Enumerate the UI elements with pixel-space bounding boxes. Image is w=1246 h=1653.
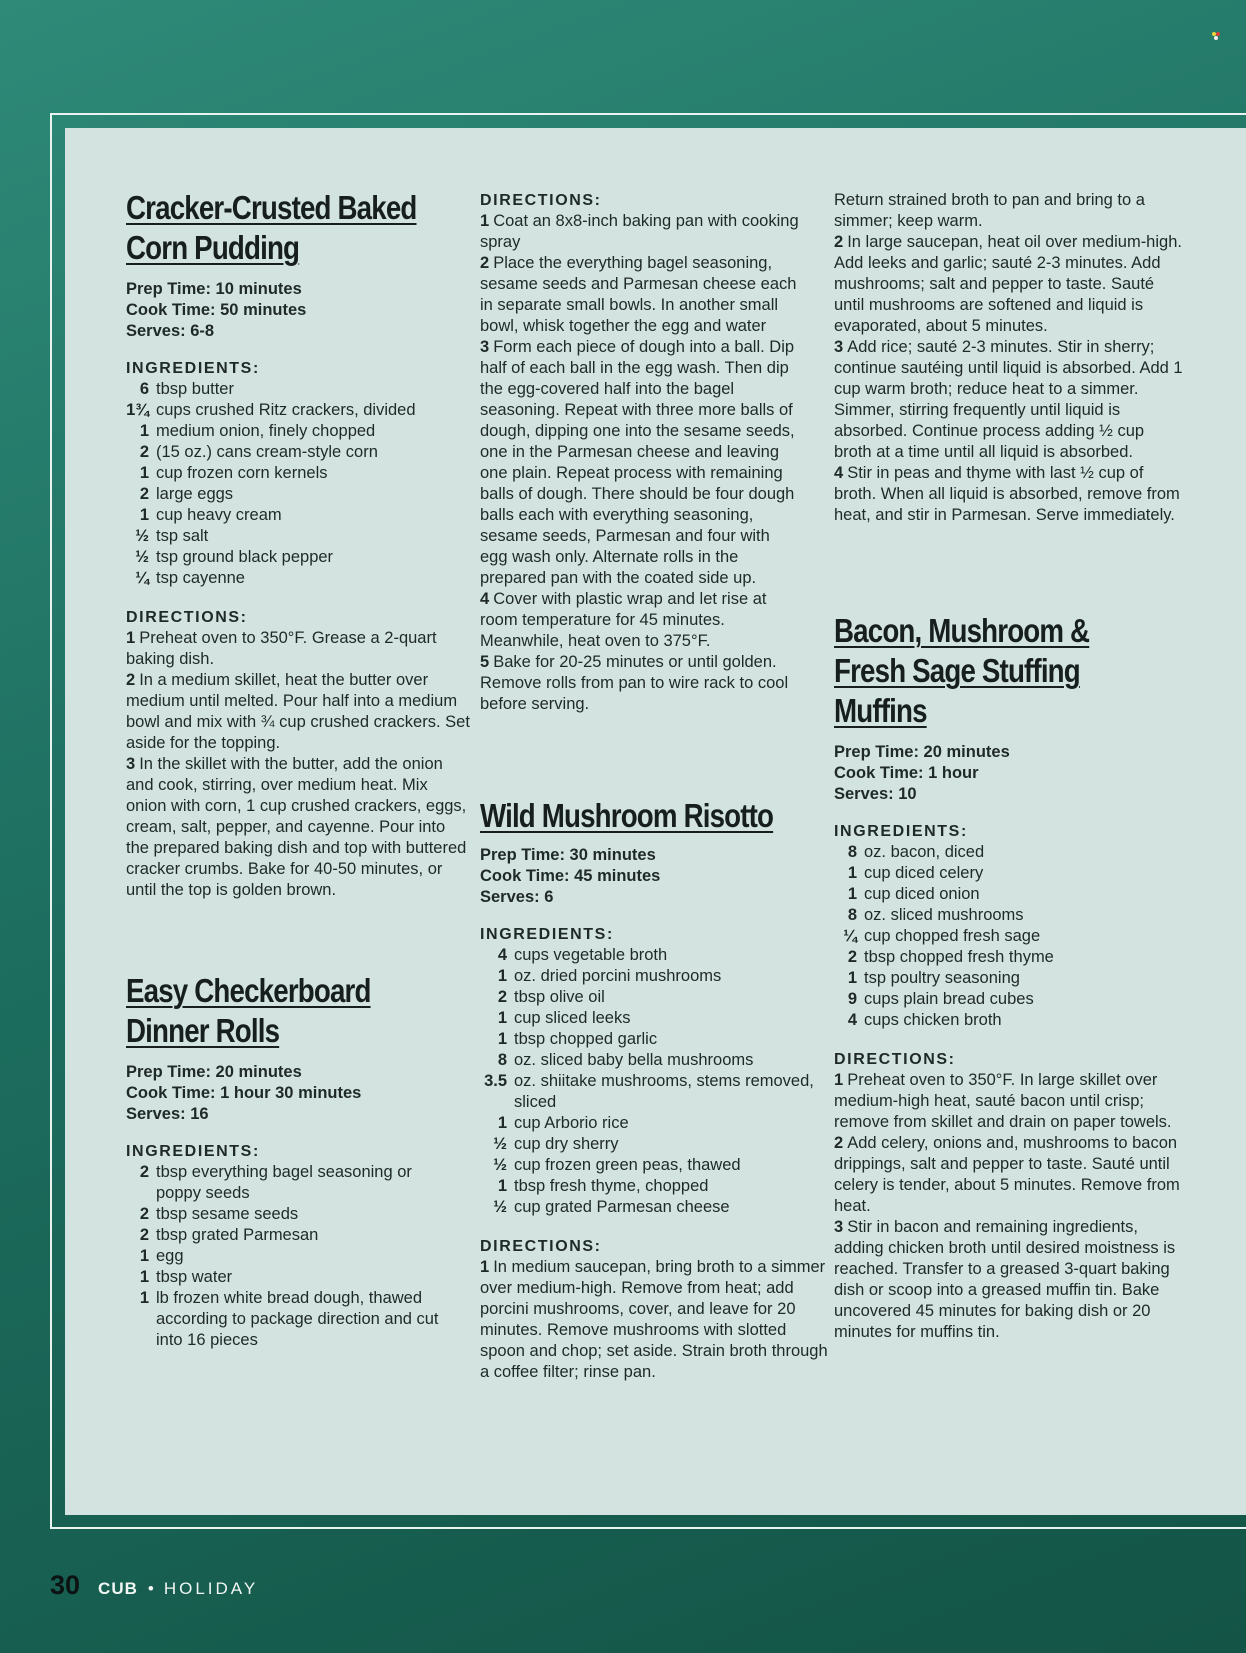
ingredient-quantity: 1 <box>139 1289 149 1307</box>
ingredient-quantity: 8 <box>847 843 857 861</box>
ingredient-text: cups vegetable broth <box>514 946 668 964</box>
ingredient-quantity: 1¾ <box>126 401 149 419</box>
direction-step <box>126 628 472 670</box>
step-text: In a medium skillet, heat the butter over medium until melted. Pour half into a medium bowl and mix with ¾ cup crushed crackers. Set aside for the topping. <box>126 671 470 752</box>
ingredient-item <box>480 1050 829 1071</box>
step-text: Cover with plastic wrap and let rise at room temperature for 45 minutes. Meanwhile, heat oven to 375°F. <box>480 590 767 650</box>
direction-step-continued: Return strained broth to pan and bring to a simmer; keep warm. <box>834 191 1145 230</box>
serves: Serves: 16 <box>126 1105 209 1123</box>
recipe-risotto <box>480 796 829 1383</box>
ingredient-item <box>126 463 472 484</box>
step-text: Coat an 8x8-inch baking pan with cooking spray <box>480 212 799 251</box>
ingredient-list <box>126 379 472 589</box>
ingredient-item <box>126 484 472 505</box>
ingredient-quantity: ¼ <box>135 569 149 587</box>
ingredient-quantity: 2 <box>139 485 149 503</box>
step-number: 2 <box>126 671 136 689</box>
recipe-title: Corn Pudding <box>126 229 300 266</box>
step-number: 2 <box>834 233 844 251</box>
magazine-brand: CUB <box>98 1579 138 1598</box>
step-number: 1 <box>480 1258 490 1276</box>
step-number: 3 <box>834 1218 844 1236</box>
direction-step <box>480 1257 829 1383</box>
ingredient-quantity: 9 <box>847 990 857 1008</box>
ingredient-text: oz. sliced mushrooms <box>864 906 1024 924</box>
ingredient-item <box>480 1176 829 1197</box>
ingredient-quantity: 2 <box>139 443 149 461</box>
ingredient-quantity: 6 <box>139 380 149 398</box>
ingredient-item <box>834 968 1184 989</box>
step-text: Bake for 20-25 minutes or until golden. Remove rolls from pan to wire rack to cool before serving. <box>480 653 789 713</box>
recipe-corn-pudding <box>126 188 472 901</box>
prep-time: Prep Time: 30 minutes <box>480 846 656 864</box>
prep-time: Prep Time: 10 minutes <box>126 280 302 298</box>
direction-step <box>480 652 800 715</box>
step-number: 2 <box>480 254 490 272</box>
directions-list <box>480 211 800 715</box>
ingredient-list <box>834 842 1184 1031</box>
ingredient-item <box>480 945 829 966</box>
ingredient-item <box>480 1029 829 1050</box>
ingredient-text: (15 oz.) cans cream-style corn <box>156 443 378 461</box>
ingredient-item <box>834 863 1184 884</box>
ingredient-quantity: 1 <box>139 1268 149 1286</box>
serves: Serves: 6-8 <box>126 322 215 340</box>
ingredient-text: cup frozen green peas, thawed <box>514 1156 741 1174</box>
corner-mark-icon <box>1211 31 1221 41</box>
step-number: 4 <box>480 590 490 608</box>
ingredient-item <box>126 1204 446 1225</box>
ingredient-text: oz. shiitake mushrooms, stems removed, sliced <box>514 1072 814 1111</box>
ingredient-text: tbsp chopped garlic <box>514 1030 658 1048</box>
step-number: 3 <box>126 755 136 773</box>
step-number: 2 <box>834 1134 844 1152</box>
ingredient-text: medium onion, finely chopped <box>156 422 376 440</box>
ingredient-quantity: 1 <box>497 1177 507 1195</box>
recipe-stuffing-muffins <box>834 611 1184 1343</box>
step-text: In the skillet with the butter, add the onion and cook, stirring, over medium heat. Mix onion with corn, 1 cup crushed crackers, eggs, cream, salt, pepper, and cayenne. Pour into the prepared baking dish and top with buttered cracker crumbs. Bake for 40-50 minutes, or until the top is golden brown. <box>126 755 467 899</box>
ingredient-text: cup Arborio rice <box>514 1114 629 1132</box>
ingredient-text: cups chicken broth <box>864 1011 1002 1029</box>
ingredient-text: cup dry sherry <box>514 1135 619 1153</box>
ingredient-item <box>834 989 1184 1010</box>
direction-step <box>126 754 472 901</box>
recipe-title: Cracker-Crusted Baked <box>126 189 417 226</box>
step-number: 3 <box>834 338 844 356</box>
ingredient-item <box>126 526 472 547</box>
ingredient-quantity: 3.5 <box>484 1072 507 1090</box>
step-number: 1 <box>834 1071 844 1089</box>
step-text: In medium saucepan, bring broth to a simmer over medium-high. Remove from heat; add porcini mushrooms, cover, and leave for 20 minutes. Remove mushrooms with slotted spoon and chop; set aside. Strain broth through a coffee filter; rinse pan. <box>480 1258 828 1381</box>
ingredient-quantity: 2 <box>847 948 857 966</box>
ingredient-item <box>834 884 1184 905</box>
directions-heading: DIRECTIONS: <box>480 192 602 209</box>
ingredient-quantity: 1 <box>847 885 857 903</box>
recipe-title: Easy Checkerboard <box>126 972 371 1009</box>
ingredient-item <box>480 1197 829 1218</box>
ingredient-quantity: 8 <box>847 906 857 924</box>
ingredient-quantity: 1 <box>497 1009 507 1027</box>
recipe-dinner-rolls <box>126 971 446 1351</box>
ingredient-item <box>126 400 472 421</box>
ingredient-item <box>126 1246 446 1267</box>
step-number: 5 <box>480 653 490 671</box>
ingredient-item <box>126 1225 446 1246</box>
ingredient-text: tbsp water <box>156 1268 233 1286</box>
page-number: 30 <box>50 1570 81 1600</box>
dinner-rolls-directions <box>480 190 800 715</box>
directions-heading: DIRECTIONS: <box>834 1051 956 1068</box>
ingredient-quantity: 1 <box>497 1030 507 1048</box>
magazine-section: HOLIDAY <box>163 1579 259 1598</box>
ingredient-text: oz. sliced baby bella mushrooms <box>514 1051 754 1069</box>
ingredient-item <box>126 442 472 463</box>
ingredient-text: tbsp everything bagel seasoning or poppy seeds <box>156 1163 412 1202</box>
ingredient-quantity: ½ <box>493 1135 507 1153</box>
ingredient-quantity: ½ <box>135 548 149 566</box>
ingredient-item <box>834 905 1184 926</box>
directions-list <box>834 190 1184 232</box>
ingredient-quantity: 4 <box>847 1011 857 1029</box>
step-text: Stir in peas and thyme with last ½ cup of broth. When all liquid is absorbed, remove from heat, and stir in Parmesan. Serve immediately. <box>834 464 1180 524</box>
ingredients-heading: INGREDIENTS: <box>126 1143 260 1160</box>
ingredient-text: tbsp olive oil <box>514 988 605 1006</box>
direction-step <box>834 463 1184 526</box>
step-text: Form each piece of dough into a ball. Dip half of each ball in the egg wash. Then dip the egg-covered half into the bagel seasoning. Repeat with three more balls of dough, dipping one into the sesame seeds, one in the Parmesan cheese and leaving one plain. Repeat process with remaining balls of dough. There should be four dough balls each with everything seasoning, sesame seeds, Parmesan and four with egg wash only. Alternate rolls in the prepared pan with the coated side up. <box>480 338 795 587</box>
ingredient-item <box>480 1113 829 1134</box>
ingredients-heading: INGREDIENTS: <box>126 360 260 377</box>
recipe-title: Bacon, Mushroom & <box>834 612 1090 649</box>
directions-heading: DIRECTIONS: <box>480 1238 602 1255</box>
cook-time: Cook Time: 50 minutes <box>126 301 307 319</box>
direction-step <box>834 337 1184 463</box>
ingredient-item <box>126 379 472 400</box>
step-text: Add celery, onions and, mushrooms to bacon drippings, salt and pepper to taste. Sauté until celery is tender, about 5 minutes. Remove from heat. <box>834 1134 1180 1215</box>
direction-step <box>834 1133 1184 1217</box>
ingredient-text: cup diced celery <box>864 864 984 882</box>
ingredient-item <box>480 966 829 987</box>
recipe-panel <box>65 128 1246 1515</box>
direction-step <box>834 1217 1184 1343</box>
direction-step <box>834 232 1184 337</box>
ingredients-heading: INGREDIENTS: <box>834 823 968 840</box>
ingredient-item <box>126 1162 446 1204</box>
ingredient-text: cups plain bread cubes <box>864 990 1034 1008</box>
ingredient-item <box>126 421 472 442</box>
step-number: 1 <box>480 212 490 230</box>
ingredient-text: tsp ground black pepper <box>156 548 334 566</box>
ingredient-list <box>126 1162 446 1351</box>
ingredient-quantity: 2 <box>139 1205 149 1223</box>
step-text: Add rice; sauté 2-3 minutes. Stir in sherry; continue sautéing until liquid is absorbed. Add 1 cup warm broth; reduce heat to a simmer. Simmer, stirring frequently until liquid is absorbed. Continue process adding ½ cup broth at a time until all liquid is absorbed. <box>834 338 1183 461</box>
ingredient-quantity: 1 <box>847 969 857 987</box>
recipe-meta <box>480 845 829 908</box>
ingredient-text: cup diced onion <box>864 885 980 903</box>
direction-step <box>480 211 800 253</box>
ingredient-text: tbsp butter <box>156 380 234 398</box>
ingredient-text: tbsp chopped fresh thyme <box>864 948 1054 966</box>
ingredient-quantity: ½ <box>135 527 149 545</box>
recipe-meta <box>834 742 1184 805</box>
ingredient-text: oz. dried porcini mushrooms <box>514 967 722 985</box>
directions-list <box>834 232 1184 526</box>
ingredient-item <box>480 1155 829 1176</box>
ingredient-text: cup sliced leeks <box>514 1009 631 1027</box>
ingredient-text: cup frozen corn kernels <box>156 464 328 482</box>
ingredient-item <box>834 947 1184 968</box>
recipe-title: Muffins <box>834 692 927 729</box>
risotto-directions-continued <box>834 190 1184 526</box>
ingredient-quantity: 1 <box>139 506 149 524</box>
ingredient-text: tbsp grated Parmesan <box>156 1226 319 1244</box>
ingredient-quantity: 1 <box>139 422 149 440</box>
ingredient-text: tbsp sesame seeds <box>156 1205 299 1223</box>
ingredient-quantity: 2 <box>139 1226 149 1244</box>
directions-list <box>480 1257 829 1383</box>
ingredient-item <box>834 1010 1184 1031</box>
direction-step <box>126 670 472 754</box>
ingredient-text: tbsp fresh thyme, chopped <box>514 1177 709 1195</box>
footer-separator: • <box>147 1579 154 1598</box>
ingredient-quantity: 1 <box>847 864 857 882</box>
prep-time: Prep Time: 20 minutes <box>126 1063 302 1081</box>
ingredient-text: lb frozen white bread dough, thawed according to package direction and cut into 16 pieces <box>156 1289 439 1349</box>
step-number: 1 <box>126 629 136 647</box>
ingredient-item <box>480 1134 829 1155</box>
ingredient-list <box>480 945 829 1218</box>
ingredient-text: tsp salt <box>156 527 209 545</box>
serves: Serves: 10 <box>834 785 917 803</box>
ingredient-item <box>480 1071 829 1113</box>
prep-time: Prep Time: 20 minutes <box>834 743 1010 761</box>
serves: Serves: 6 <box>480 888 554 906</box>
recipe-title: Dinner Rolls <box>126 1012 280 1049</box>
recipe-title: Wild Mushroom Risotto <box>480 797 774 834</box>
ingredient-item <box>834 842 1184 863</box>
ingredient-item <box>126 547 472 568</box>
ingredient-item <box>126 568 472 589</box>
ingredient-text: egg <box>156 1247 184 1265</box>
step-text: In large saucepan, heat oil over medium-high. Add leeks and garlic; sauté 2-3 minutes. Add mushrooms; salt and pepper to taste. Sauté until mushrooms are softened and liquid is evaporated, about 5 minutes. <box>834 233 1182 335</box>
directions-list <box>126 628 472 901</box>
cook-time: Cook Time: 45 minutes <box>480 867 661 885</box>
ingredient-item <box>126 1267 446 1288</box>
ingredient-quantity: ¼ <box>843 927 857 945</box>
ingredient-text: cup grated Parmesan cheese <box>514 1198 730 1216</box>
ingredient-quantity: 1 <box>497 1114 507 1132</box>
ingredient-text: large eggs <box>156 485 234 503</box>
ingredient-text: cups crushed Ritz crackers, divided <box>156 401 416 419</box>
step-number: 3 <box>480 338 490 356</box>
ingredient-item <box>480 1008 829 1029</box>
ingredient-text: tsp poultry seasoning <box>864 969 1020 987</box>
ingredient-quantity: 2 <box>139 1163 149 1181</box>
direction-step <box>480 589 800 652</box>
step-text: Preheat oven to 350°F. Grease a 2-quart baking dish. <box>126 629 437 668</box>
ingredient-quantity: ½ <box>493 1156 507 1174</box>
step-number: 4 <box>834 464 844 482</box>
ingredient-quantity: 1 <box>139 1247 149 1265</box>
ingredient-quantity: 4 <box>497 946 507 964</box>
ingredient-quantity: 2 <box>497 988 507 1006</box>
step-text: Stir in bacon and remaining ingredients, adding chicken broth until desired moistness is reached. Transfer to a greased 3-quart baking dish or scoop into a greased muffin tin. Bake uncovered 45 minutes for baking dish or 20 minutes for muffins tin. <box>834 1218 1176 1341</box>
directions-heading: DIRECTIONS: <box>126 609 248 626</box>
ingredient-text: tsp cayenne <box>156 569 245 587</box>
ingredient-text: cup heavy cream <box>156 506 282 524</box>
recipe-meta <box>126 279 472 342</box>
ingredient-item <box>126 1288 446 1351</box>
ingredient-item <box>480 987 829 1008</box>
page-footer <box>50 1570 258 1601</box>
ingredient-item <box>126 505 472 526</box>
directions-list <box>834 1070 1184 1343</box>
ingredients-heading: INGREDIENTS: <box>480 926 614 943</box>
direction-step <box>480 253 800 337</box>
recipe-meta <box>126 1062 446 1125</box>
direction-step <box>834 1070 1184 1133</box>
direction-step <box>480 337 800 589</box>
ingredient-item <box>834 926 1184 947</box>
cook-time: Cook Time: 1 hour 30 minutes <box>126 1084 362 1102</box>
step-text: Preheat oven to 350°F. In large skillet over medium-high heat, sauté bacon until crisp; remove from skillet and drain on paper towels. <box>834 1071 1172 1131</box>
ingredient-quantity: 1 <box>497 967 507 985</box>
step-text: Place the everything bagel seasoning, sesame seeds and Parmesan cheese each in separate small bowls. In another small bowl, whisk together the egg and water <box>480 254 797 335</box>
ingredient-text: oz. bacon, diced <box>864 843 985 861</box>
ingredient-text: cup chopped fresh sage <box>864 927 1041 945</box>
cook-time: Cook Time: 1 hour <box>834 764 979 782</box>
ingredient-quantity: 8 <box>497 1051 507 1069</box>
ingredient-quantity: ½ <box>493 1198 507 1216</box>
recipe-title: Fresh Sage Stuffing <box>834 652 1080 689</box>
ingredient-quantity: 1 <box>139 464 149 482</box>
